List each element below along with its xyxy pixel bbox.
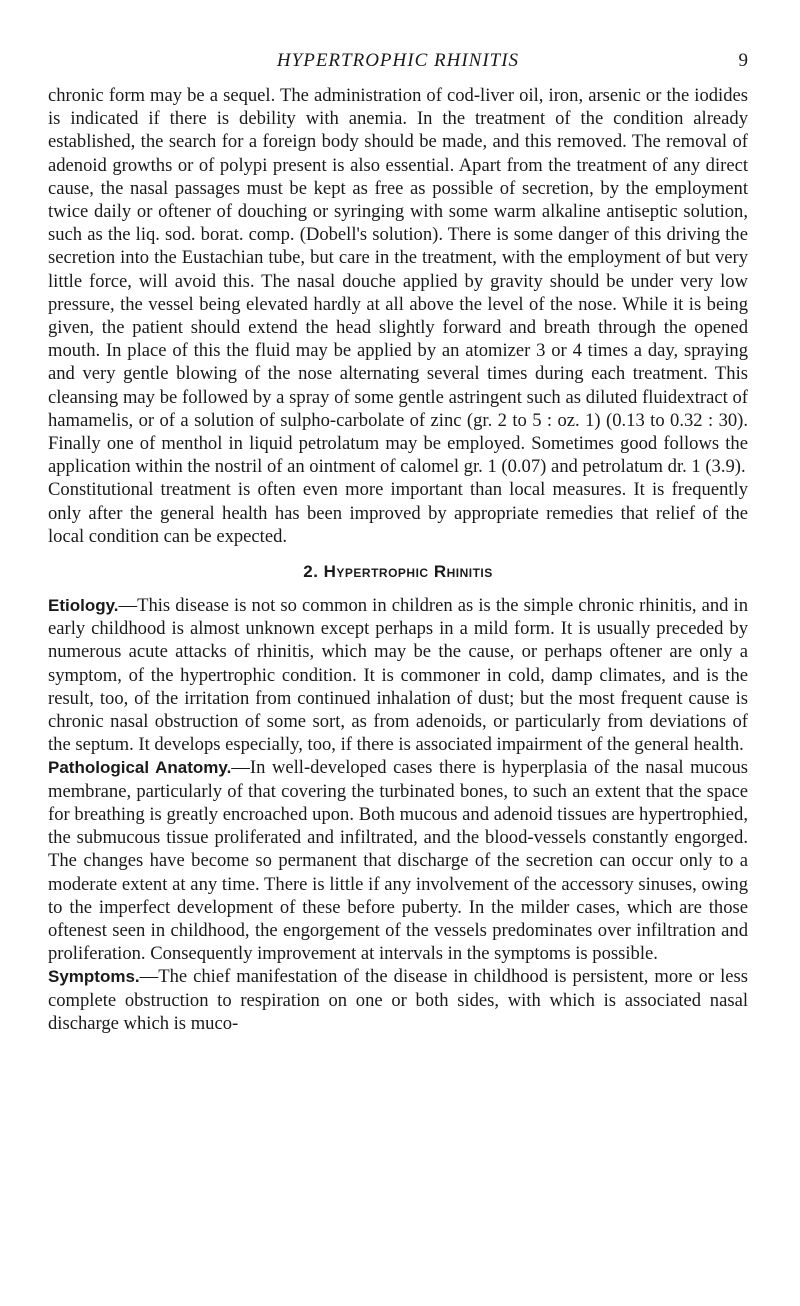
symptoms-text: —The chief manifestation of the disease in childhood is persistent, more or less complete obstruction to respiration on one or both sides, with which is associated nasal discharge which is muco- (48, 966, 748, 1034)
body-text (48, 84, 748, 1035)
paragraph-treatment: chronic form may be a sequel. The administration of cod-liver oil, iron, arsenic or the iodides is indicated if there is debility with anemia. In the treatment of the condition already established, the search for a foreign body should be made, and this removed. The removal of adenoid growths or of polypi present is also essential. Apart from the treatment of any direct cause, the nasal passages must be kept as free as possible of secretion, by the employment twice daily or oftener of douching or syringing with some warm alkaline antiseptic solution, such as the liq. sod. borat. comp. (Dobell's solution). There is some danger of this driving the secretion into the Eustachian tube, but care in the treatment, with the employment of but very little force, will avoid this. The nasal douche applied by gravity should be under very low pressure, the vessel being elevated hardly at all above the level of the nose. While it is being given, the patient should extend the head slightly forward and breath through the opened mouth. In place of this the fluid may be applied by an atomizer 3 or 4 times a day, spraying and very gentle blowing of the nose alternating several times during each treatment. This cleansing may be followed by a spray of some gentle astringent such as diluted fluidextract of hamamelis, or of a solution of sulpho-carbolate of zinc (gr. 2 to 5 : oz. 1) (0.13 to 0.32 : 30). Finally one of menthol in liquid petrolatum may be employed. Sometimes good follows the application within the nostril of an ointment of calomel gr. 1 (0.07) and petrolatum dr. 1 (3.9). (48, 85, 748, 478)
page-header (48, 50, 748, 84)
section-title: 2. Hypertrophic Rhinitis (303, 562, 493, 582)
paragraph-constitutional: Constitutional treatment is often even more important than local measures. It is frequently only after the general health has been improved by appropriate remedies that relief of the local condition can be expected. (48, 479, 748, 547)
paragraph-symptoms (48, 965, 748, 1035)
paragraph-pathological-anatomy (48, 756, 748, 965)
page-number: 9 (738, 50, 748, 71)
etiology-heading: Etiology. (48, 596, 119, 616)
symptoms-heading: Symptoms. (48, 967, 140, 987)
running-head: HYPERTROPHIC RHINITIS (276, 50, 520, 71)
paragraph-etiology (48, 594, 748, 756)
book-page (48, 50, 748, 1035)
pathology-text: —In well-developed cases there is hyperplasia of the nasal mucous membrane, particularly of that covering the turbinated bones, to such an extent that the space for breathing is greatly encroached upon. Both mucous and adenoid tissues are hypertrophied, the submucous tissue proliferated and infiltrated, and the blood-vessels constantly engorged. The changes have become so permanent that discharge of the secretion can occur only to a moderate extent at any time. There is little if any involvement of the accessory sinuses, owing to the imperfect development of these before puberty. In the milder cases, which are those oftenest seen in childhood, the engorgement of the vessels predominates over infiltration and proliferation. Consequently improvement at intervals in the symptoms is possible. (48, 757, 749, 965)
pathology-heading: Pathological Anatomy. (48, 758, 232, 778)
etiology-text: —This disease is not so common in children as is the simple chronic rhinitis, and in early childhood is almost unknown except perhaps in a mild form. It is usually preceded by numerous acute attacks of rhinitis, which may be the cause, or perhaps oftener are only a symptom, of the hypertrophic condition. It is commoner in cold, damp climates, and is the result, too, of the irritation from continued inhalation of dust; but the most frequent cause is chronic nasal obstruction of some sort, as from adenoids, or particularly from deviations of the septum. It develops especially, too, if there is associated impairment of the general health. (48, 595, 748, 756)
